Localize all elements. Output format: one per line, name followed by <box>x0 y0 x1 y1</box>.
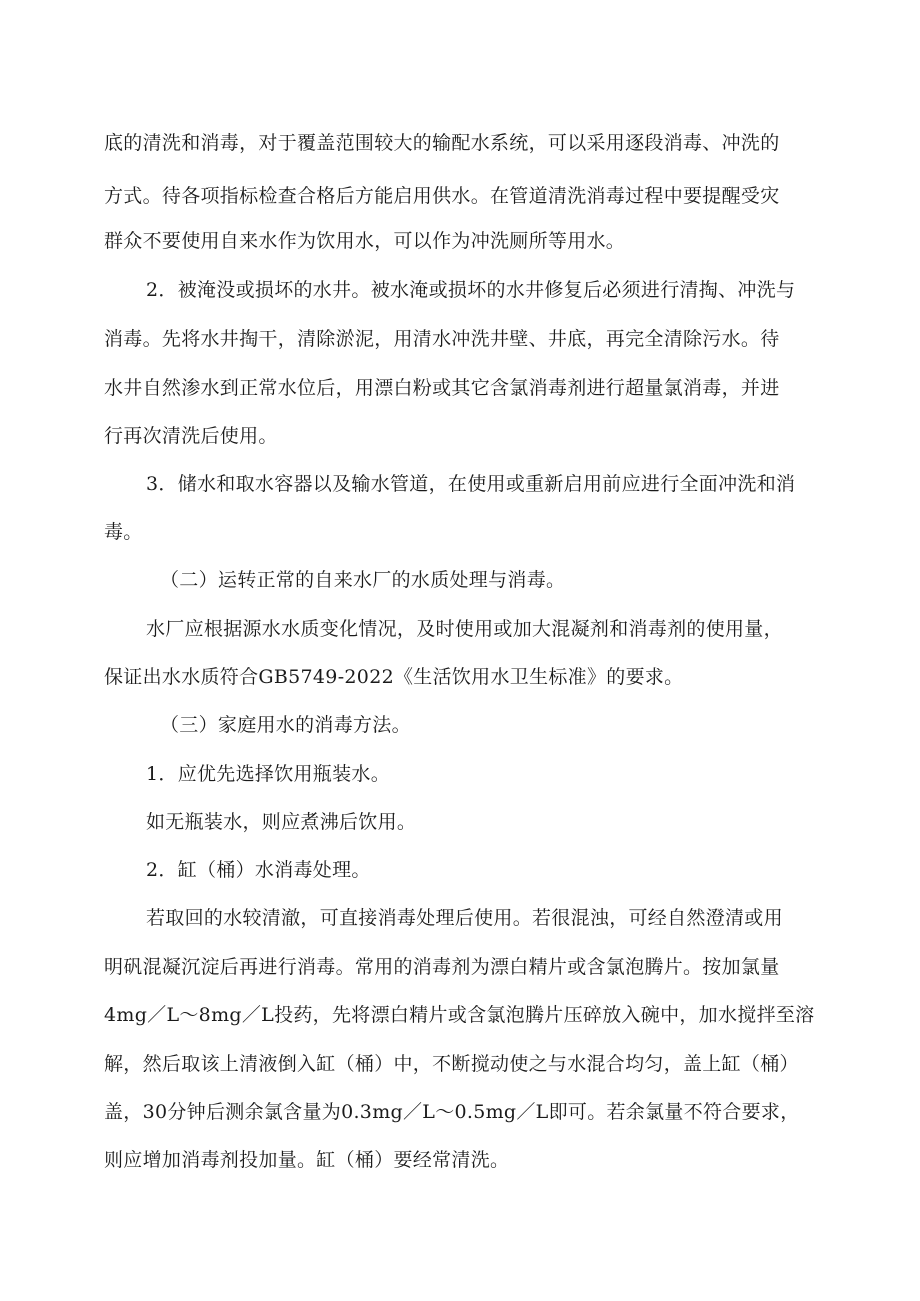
paragraph-line: 水厂应根据源水水质变化情况，及时使用或加大混凝剂和消毒剂的使用量， <box>146 618 783 640</box>
paragraph-line: 如无瓶装水，则应煮沸后饮用。 <box>146 811 417 833</box>
paragraph-line: 则应增加消毒剂投加量。缸（桶）要经常清洗。 <box>104 1149 510 1171</box>
paragraph-line: 消毒。先将水井掏干，清除淤泥，用清水冲洗井壁、井底，再完全清除污水。待 <box>104 328 780 350</box>
paragraph-line: 明矾混凝沉淀后再进行消毒。常用的消毒剂为漂白精片或含氯泡腾片。按加氯量 <box>104 956 780 978</box>
list-item-line: 2．被淹没或损坏的水井。被水淹或损坏的水井修复后必须进行清掏、冲洗与 <box>146 279 796 301</box>
paragraph-line: 4mg／L～8mg／L投药，先将漂白精片或含氯泡腾片压碎放入碗中，加水搅拌至溶 <box>104 1004 815 1026</box>
list-item-line: 1．应优先选择饮用瓶装水。 <box>146 763 390 785</box>
paragraph-line: 盖，30分钟后测余氯含量为0.3mg／L～0.5mg／L即可。若余氯量不符合要求， <box>104 1101 800 1123</box>
list-item-line: 2．缸（桶）水消毒处理。 <box>146 859 371 881</box>
paragraph-line: 方式。待各项指标检查合格后方能启用供水。在管道清洗消毒过程中要提醒受灾 <box>104 185 780 207</box>
paragraph-line: 水井自然渗水到正常水位后，用漂白粉或其它含氯消毒剂进行超量氯消毒，并进 <box>104 377 780 399</box>
paragraph-line: 保证出水水质符合GB5749-2022《生活饮用水卫生标准》的要求。 <box>104 666 684 688</box>
paragraph-line: 解，然后取该上清液倒入缸（桶）中，不断搅动使之与水混合均匀，盖上缸（桶） <box>104 1053 799 1075</box>
paragraph-line: 毒。 <box>104 521 143 543</box>
paragraph-line: 行再次清洗后使用。 <box>104 425 278 447</box>
section-heading: （三）家庭用水的消毒方法。 <box>160 714 411 736</box>
paragraph-line: 群众不要使用自来水作为饮用水，可以作为冲洗厕所等用水。 <box>104 230 626 252</box>
section-heading: （二）运转正常的自来水厂的水质处理与消毒。 <box>160 569 566 591</box>
list-item-line: 3．储水和取水容器以及输水管道，在使用或重新启用前应进行全面冲洗和消 <box>146 473 796 495</box>
paragraph-line: 若取回的水较清澈，可直接消毒处理后使用。若很混浊，可经自然澄清或用 <box>146 907 783 929</box>
paragraph-line: 底的清洗和消毒，对于覆盖范围较大的输配水系统，可以采用逐段消毒、冲洗的 <box>104 132 780 154</box>
